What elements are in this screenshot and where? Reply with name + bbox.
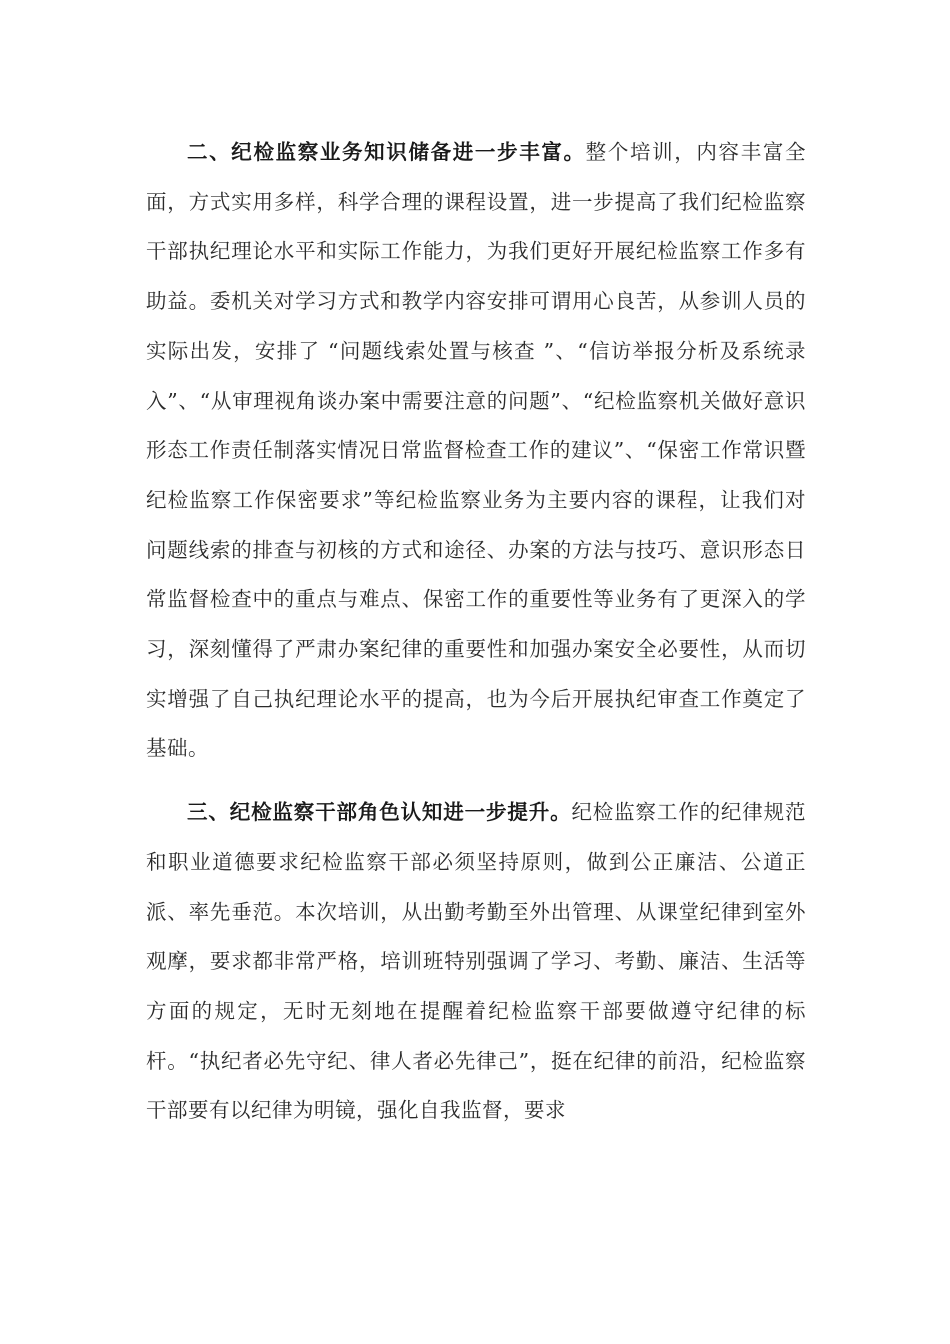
paragraph-section-two xyxy=(146,128,806,774)
document-body xyxy=(146,128,806,1136)
section-two-heading: 二、纪检监察业务知识储备进一步丰富。 xyxy=(187,140,586,164)
section-two-text: 整个培训，内容丰富全面，方式实用多样，科学合理的课程设置，进一步提高了我们纪检监察干部执纪理论水平和实际工作能力，为我们更好开展纪检监察工作多有助益。委机关对学习方式和教学内容安排可谓用心良苦，从参训人员的实际出发，安排了 “问题线索处置与核查 ”、“信访举报分析及系统录入”、“从审理视角谈办案中需要注意的问题”、“纪检监察机关做好意识形态工作责任制落实情况日常监督检查工作的建议”、“保密工作常识暨纪检监察工作保密要求”等纪检监察业务为主要内容的课程，让我们对问题线索的排查与初核的方式和途径、办案的方法与技巧、意识形态日常监督检查中的重点与难点、保密工作的重要性等业务有了更深入的学习，深刻懂得了严肃办案纪律的重要性和加强办案安全必要性，从而切实增强了自己执纪理论水平的提高，也为今后开展执纪审查工作奠定了基础。 xyxy=(146,140,807,761)
paragraph-section-three xyxy=(146,788,806,1136)
section-three-heading: 三、纪检监察干部角色认知进一步提升。 xyxy=(187,800,572,825)
section-three-text: 纪检监察工作的纪律规范和职业道德要求纪检监察干部必须坚持原则，做到公正廉洁、公道正派、率先垂范。本次培训，从出勤考勤至外出管理、从课堂纪律到室外观摩，要求都非常严格，培训班特别强调了学习、考勤、廉洁、生活等方面的规定，无时无刻地在提醒着纪检监察干部要做遵守纪律的标杆。“执纪者必先守纪、律人者必先律己”，挺在纪律的前沿，纪检监察干部要有以纪律为明镜，强化自我监督，要求 xyxy=(146,800,807,1123)
